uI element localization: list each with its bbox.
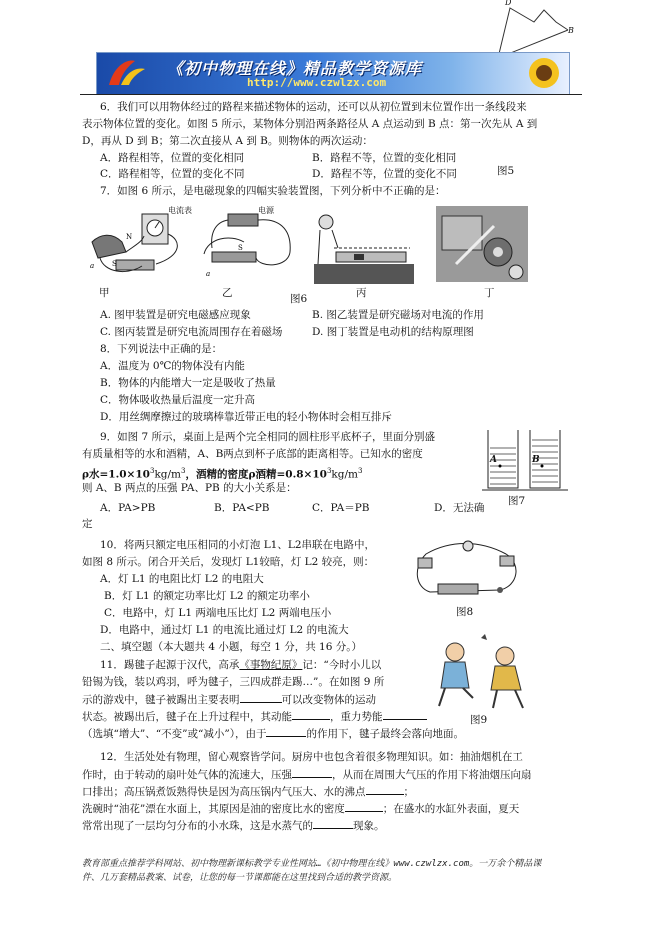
svg-text:S: S — [238, 244, 243, 252]
q11-line-4 — [82, 709, 427, 724]
q11-line-1c: 记：“今时小儿以 — [302, 659, 382, 671]
q12-line-4b: ；在盛水的水缸外表面，夏天 — [382, 803, 520, 815]
q6-option-c: C．路程相等，位置的变化不同 — [100, 168, 245, 180]
banner-url: http://www.czwlzx.com — [247, 76, 387, 89]
q6-option-d: D．路程不等，位置的变化不同 — [312, 168, 457, 180]
q9-line-1: 9．如图 7 所示，桌面上是两个完全相同的圆柱形平底杯子，里面分别盛 — [100, 431, 436, 443]
water-density: ρ水=1.0×10 — [82, 468, 150, 481]
q12-line-3b: ； — [403, 786, 414, 798]
q6-option-a: A．路程相等，位置的变化相同 — [100, 152, 245, 164]
q11-line-3 — [82, 692, 376, 707]
q12-line-4a: 洗碗时“油花”漂在水面上，其原因是油的密度比水的密度 — [82, 803, 345, 815]
q12-line-2a: 作时，由于转动的扇叶处气体的流速大，压强 — [82, 769, 292, 781]
alcohol-density-unit: kg/m — [331, 468, 358, 481]
q9-line-2: 有质量相等的水和酒精，A、B两点到杯子底部的距离相等。已知水的密度 — [82, 448, 423, 460]
figure8-caption: 图8 — [456, 606, 474, 618]
power-label: 电源 — [258, 206, 274, 215]
figure6-ding-label: 丁 — [484, 287, 495, 299]
q12-blank-1[interactable] — [292, 767, 332, 778]
q11-line-5a: （选填“增大”、“不变”或“减小”），由于 — [82, 728, 267, 740]
figure9-caption: 图9 — [470, 714, 488, 726]
q11-blank-2[interactable] — [292, 709, 330, 720]
q6-line-3: D，再从 D 到 B；第二次直接从 A 到 B。则物体的两次运动： — [82, 135, 373, 147]
water-density-exponent: 3 — [149, 467, 155, 475]
q10-option-b: B．灯 L1 的额定功率比灯 L2 的额定功率小 — [104, 590, 310, 602]
figure8-circuit-diagram — [410, 540, 522, 602]
figure6-jia-apparatus — [86, 206, 192, 282]
q12-line-2b: ，从而在周围大气压的作用下将油烟压向扇 — [332, 769, 532, 781]
q11-blank-3[interactable] — [383, 709, 427, 720]
figure6-yi-label: 乙 — [222, 287, 233, 299]
q11-line-3b: 可以改变物体的运动 — [281, 694, 376, 706]
header-rule — [80, 94, 582, 95]
q10-option-d: D．电路中，通过灯 L1 的电流比通过灯 L2 的电流大 — [100, 624, 349, 636]
q11-line-2: 铅锡为钱，装以鸡羽，呼为毽子，三四成群走踢…”。在如图 9 所 — [82, 676, 385, 688]
q12-line-5b: 现象。 — [353, 820, 385, 832]
alcohol-unit-exponent: 3 — [358, 467, 363, 475]
site-banner — [96, 52, 570, 95]
svg-text:N: N — [126, 233, 133, 241]
point-d-label: D — [505, 0, 512, 7]
svg-text:a: a — [90, 262, 95, 270]
q11-line-1a: 11．踢毽子起源于汉代，高承 — [100, 659, 240, 671]
q7-option-d: D. 图丁装置是电动机的结构原理图 — [312, 326, 474, 338]
q9-option-c: C．PA＝PB — [312, 502, 370, 514]
q8-option-d: D．用丝绸摩擦过的玻璃棒靠近带正电的轻小物体时会相互排斥 — [100, 411, 392, 423]
figure7-caption: 图7 — [508, 495, 526, 507]
q12-line-1: 12．生活处处有物理，留心观察皆学问。厨房中也包含着很多物理知识。如：抽油烟机在工 — [100, 751, 523, 763]
q10-line-2: 如图 8 所示。闭合开关后，发现灯 L1较暗，灯 L2 较亮，则： — [82, 556, 375, 568]
figure6-caption: 图6 — [290, 293, 308, 305]
figure6-ding-apparatus — [436, 206, 528, 282]
q12-line-3a: 口排出；高压锅煮饭熟得快是因为高压锅内气压大、水的沸点 — [82, 786, 366, 798]
q6-line-1: 6．我们可以用物体经过的路程来描述物体的运动，还可以从初位置到末位置作出一条线段来 — [100, 101, 527, 113]
section2-heading: 二、填空题（本大题共 4 小题，每空 1 分，共 16 分。） — [100, 641, 362, 653]
q12-blank-2[interactable] — [366, 784, 404, 795]
sunflower-icon — [525, 55, 563, 91]
q11-line-1 — [100, 658, 381, 672]
point-b-cup-label: B — [532, 455, 540, 465]
banner-title: 《初中物理在线》精品教学资源库 — [167, 59, 423, 78]
q7-option-b: B. 图乙装置是研究磁场对电流的作用 — [312, 309, 484, 321]
q9-option-d-continued: 定 — [82, 518, 93, 530]
q12-line-4 — [82, 801, 519, 816]
q12-blank-4[interactable] — [313, 818, 353, 829]
q12-line-5a: 常常出现了一层均匀分布的小水珠，这是水蒸气的 — [82, 820, 313, 832]
q11-line-4b: ，重力势能 — [330, 711, 383, 723]
q11-line-3a: 示的游戏中，毽子被踢出主要表明 — [82, 694, 240, 706]
q9-line-3 — [82, 464, 362, 482]
alcohol-density: ，酒精的密度ρ酒精=0.8×10 — [185, 468, 327, 481]
q10-option-c: C．电路中，灯 L1 两端电压比灯 L2 两端电压小 — [104, 607, 332, 619]
q6-option-b: B．路程不等，位置的变化相同 — [312, 152, 457, 164]
q8-option-a: A．温度为 0℃的物体没有内能 — [100, 360, 245, 372]
figure9-shuttlecock-kids — [433, 632, 533, 710]
figure6-yi-apparatus — [200, 208, 300, 280]
figure5-caption: 图5 — [497, 165, 515, 177]
q10-option-a: A．灯 L1 的电阻比灯 L2 的电阻大 — [100, 573, 264, 585]
point-a-label: A — [490, 455, 497, 465]
q12-line-2 — [82, 767, 532, 782]
q11-line-5b: 的作用下，毽子最终会落向地面。 — [306, 728, 464, 740]
q11-blank-1[interactable] — [240, 692, 282, 703]
ammeter-label: 电流表 — [168, 206, 192, 215]
alcohol-density-exponent: 3 — [326, 467, 332, 475]
q10-line-1: 10．将两只额定电压相同的小灯泡 L1、L2串联在电路中， — [100, 539, 376, 551]
q9-line-4: 则 A、B 两点的压强 PA、PB 的大小关系是： — [82, 482, 297, 494]
book-title: 《事物纪原》 — [239, 659, 303, 671]
figure6-jia-label: 甲 — [99, 287, 110, 299]
q9-option-d: D．无法确 — [434, 502, 485, 514]
point-b-label: B — [568, 26, 574, 35]
q11-line-5 — [82, 726, 464, 741]
water-density-unit: kg/m — [154, 468, 182, 481]
q12-line-5 — [82, 818, 385, 833]
q8-stem: 8．下列说法中正确的是： — [100, 343, 223, 355]
q7-option-a: A. 图甲装置是研究电磁感应现象 — [100, 309, 251, 321]
q7-option-c: C. 图丙装置是研究电流周围存在着磁场 — [100, 326, 283, 338]
q8-option-b: B．物体的内能增大一定是吸收了热量 — [100, 377, 276, 389]
q8-option-c: C．物体吸收热量后温度一定升高 — [100, 394, 256, 406]
q9-option-a: A．PA>PB — [100, 502, 156, 514]
footer-line-1: 教育部重点推荐学科网站、初中物理新课标教学专业性网站…《初中物理在线》www.czwlzx.com。一万余个精品课 — [82, 859, 542, 869]
svg-text:S: S — [112, 260, 117, 268]
water-unit-exponent: 3 — [181, 467, 186, 475]
footer-line-2: 件、几万套精品教案、试卷，让您的每一节课都能在这里找到合适的教学资源。 — [82, 873, 398, 883]
q12-line-3 — [82, 784, 414, 799]
q9-option-b: B．PA<PB — [214, 502, 270, 514]
logo-icon — [105, 57, 149, 89]
svg-text:a: a — [206, 270, 211, 278]
figure6-bing-label: 丙 — [356, 287, 367, 299]
q11-blank-4[interactable] — [266, 726, 306, 737]
q11-line-4a: 状态。被踢出后，毽子在上升过程中，其动能 — [82, 711, 292, 723]
q7-stem: 7．如图 6 所示，是电磁现象的四幅实验装置图，下列分析中不正确的是： — [100, 185, 446, 197]
q12-blank-3[interactable] — [345, 801, 383, 812]
figure5-path-diagram — [478, 0, 578, 60]
q6-line-2: 表示物体位置的变化。如图 5 所示，某物体分别沿两条路径从 A 点运动到 B 点：第一次先从 A 到 — [82, 118, 538, 130]
figure6-bing-apparatus — [314, 208, 414, 284]
